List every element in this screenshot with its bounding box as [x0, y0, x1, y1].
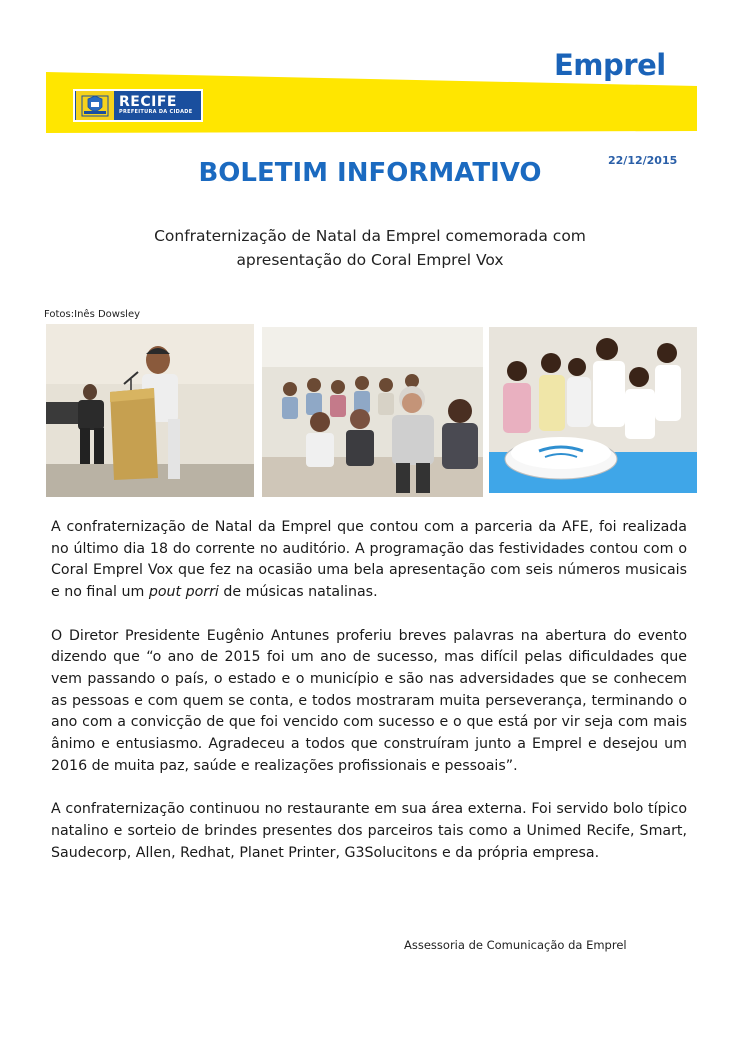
article-body: [51, 517, 687, 886]
paragraph-1-text-end: de músicas natalinas.: [218, 584, 378, 601]
photo-credit: Fotos:Inês Dowsley: [44, 309, 141, 320]
article-paragraph-3: A confraternização continuou no restaurante em sua área externa. Foi servido bolo típico natalino e sorteio de brindes presentes dos parceiros tais como a Unimed Recife, Smart, Saudecorp, Allen, Redhat, Planet Printer, G3Solucitons e da própria empresa.: [51, 801, 687, 861]
audience-seated-photo: [262, 327, 483, 497]
article-paragraph-2: O Diretor Presidente Eugênio Antunes proferiu breves palavras na abertura do evento dizendo que “o ano de 2015 foi um ano de sucesso, mas difícil pelas dificuldades que vem passando o país, o estado e o município e são nas adversidades que se conhecem as pessoas e com quem se conta, e todos mostraram muita perseverança, terminando o ano com a convicção de que foi vencido com sucesso e o que está por vir seja com mais ânimo e entusiasmo. Agradeceu a todos que construíram junto a Emprel e desejou um 2016 de muita paz, saúde e realizações profissionais e pessoais”.: [51, 627, 687, 774]
recife-logo-name: RECIFE: [119, 94, 177, 110]
bulletin-title: BOLETIM INFORMATIVO: [198, 158, 542, 188]
emprel-logo: Emprel: [554, 48, 666, 82]
signature: Assessoria de Comunicação da Emprel: [404, 938, 627, 952]
bulletin-date: 22/12/2015: [608, 154, 678, 167]
bulletin-subtitle: [90, 224, 650, 272]
paragraph-1-text: A confraternização de Natal da Emprel que contou com a parceria da AFE, foi realizada no último dia 18 do corrente no auditório. A programação das festividades contou com o Coral Emprel Vox que fez na ocasião uma bela apresentação com seis números musicais e no final um: [51, 519, 687, 601]
subtitle-line-2: apresentação do Coral Emprel Vox: [236, 251, 504, 269]
speaker-at-podium-photo: [46, 324, 254, 497]
article-paragraph-1: [51, 517, 687, 604]
recife-seal-icon: [76, 91, 114, 120]
subtitle-line-1: Confraternização de Natal da Emprel comemorada com: [154, 227, 586, 245]
recife-logo: [73, 89, 203, 122]
paragraph-1-italic-term: pout porri: [148, 584, 219, 601]
recife-logo-subtitle: PREFEITURA DA CIDADE: [119, 109, 193, 115]
cake-cutting-photo: [489, 327, 697, 493]
